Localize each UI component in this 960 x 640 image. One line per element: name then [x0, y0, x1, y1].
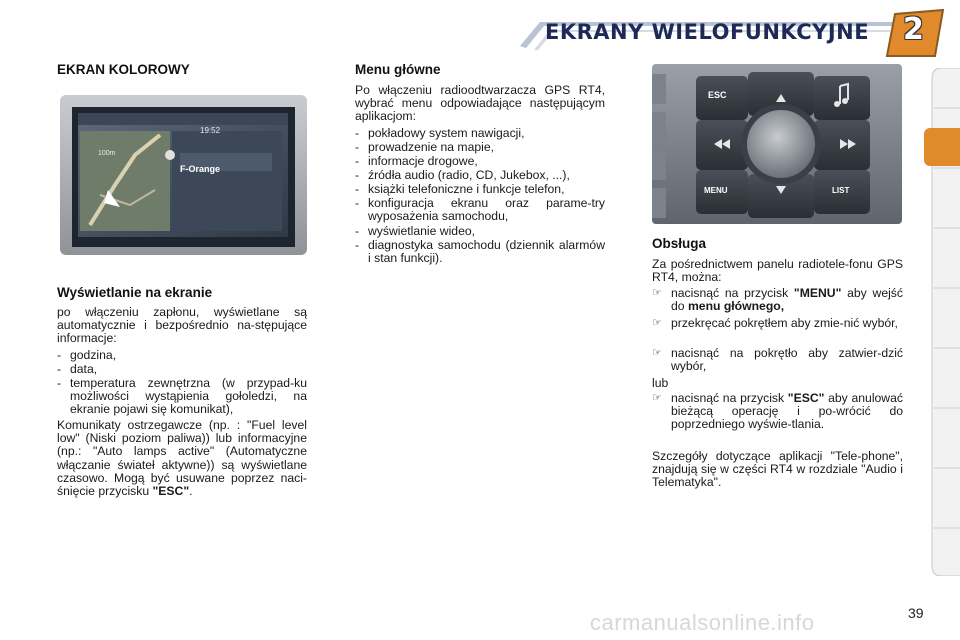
operation-step-menu: ☞ nacisnąć na przycisk "MENU" aby wejść do menu głównego,: [652, 286, 903, 314]
menu-item: - informacje drogowe,: [355, 154, 478, 168]
menu-item: - konfiguracja ekranu oraz parame-try wyposażenia samochodu,: [355, 196, 605, 224]
main-menu-intro: Po włączeniu radioodtwarzacza GPS RT4, wybrać menu odpowiadające następującym aplikacjom:: [355, 83, 605, 124]
pointer-icon: ☞: [652, 317, 662, 329]
screen-time: 19:52: [200, 126, 221, 135]
operation-step-rotate: ☞ przekręcać pokrętłem aby zmie-nić wybór,: [652, 316, 898, 330]
section-heading-display: Wyświetlanie na ekranie: [57, 285, 213, 300]
menu-item: - książki telefoniczne i funkcje telefon,: [355, 182, 565, 196]
watermark: carmanualsonline.info: [590, 610, 815, 635]
section-heading-main-menu: Menu główne: [355, 62, 441, 77]
side-tab-active[interactable]: [924, 128, 960, 166]
section-heading-color-screen: EKRAN KOLOROWY: [57, 62, 190, 77]
operation-step-confirm: ☞ nacisnąć na pokrętło aby zatwier-dzić wybór,: [652, 346, 903, 374]
menu-key-label: "MENU": [793, 286, 842, 300]
menu-item: - diagnostyka samochodu (dziennik alarmów i stan funkcji).: [355, 238, 605, 266]
operation-intro: Za pośrednictwem panelu radiotele-fonu GPS RT4, można:: [652, 257, 903, 285]
control-panel-photo: [652, 64, 902, 224]
esc-key-label: "ESC": [787, 391, 825, 405]
warning-note: Komunikaty ostrzegawcze (np. : "Fuel level low" (Niski poziom paliwa)) lub informacyjne (np.: "Auto lamps active" (Automatyczne włączanie świateł aktywne)) są wyświetlane czasowo. Mogą być usuwane poprzez naci-śnięcie przycisku "ESC".: [57, 418, 307, 499]
page-title: EKRANY WIELOFUNKCYJNE: [545, 20, 870, 44]
display-item-date: - data,: [57, 362, 98, 376]
menu-item: - prowadzenie na mapie,: [355, 140, 495, 154]
display-intro: po włączeniu zapłonu, wyświetlane są automatycznie i bezpośrednio na-stępujące informacje:: [57, 305, 307, 346]
color-screen-photo: [60, 95, 307, 255]
chapter-number: 2: [903, 12, 924, 47]
pointer-icon: ☞: [652, 287, 662, 299]
menu-item: - pokładowy system nawigacji,: [355, 126, 525, 140]
menu-item: - źródła audio (radio, CD, Jukebox, ...),: [355, 168, 570, 182]
menu-item: - wyświetlanie wideo,: [355, 224, 476, 238]
display-item-time: - godzina,: [57, 348, 117, 362]
menu-button-label: MENU: [704, 186, 728, 195]
operation-outro: Szczegóły dotyczące aplikacji "Tele-phone", znajdują się w części RT4 w rozdziale "Audio i Telematyka".: [652, 449, 903, 490]
display-item-temperature: - temperatura zewnętrzna (w przypad-ku możliwości wystąpienia gołoledzi, na ekranie pojawi się komunikat),: [57, 376, 307, 417]
esc-key-label: "ESC": [152, 484, 190, 499]
section-heading-operation: Obsługa: [652, 236, 707, 251]
pointer-icon: ☞: [652, 392, 662, 404]
page-number: 39: [908, 605, 924, 621]
esc-button-label: ESC: [708, 90, 727, 100]
or-label: lub: [652, 376, 669, 390]
pointer-icon: ☞: [652, 347, 662, 359]
list-button-label: LIST: [832, 186, 850, 195]
operation-step-escape: ☞ nacisnąć na przycisk "ESC" aby anulować bieżącą operację i po-wrócić do poprzedniego wyświe-tlania.: [652, 391, 903, 432]
screen-destination: F-Orange: [180, 164, 221, 174]
screen-scale: 100m: [98, 150, 116, 157]
